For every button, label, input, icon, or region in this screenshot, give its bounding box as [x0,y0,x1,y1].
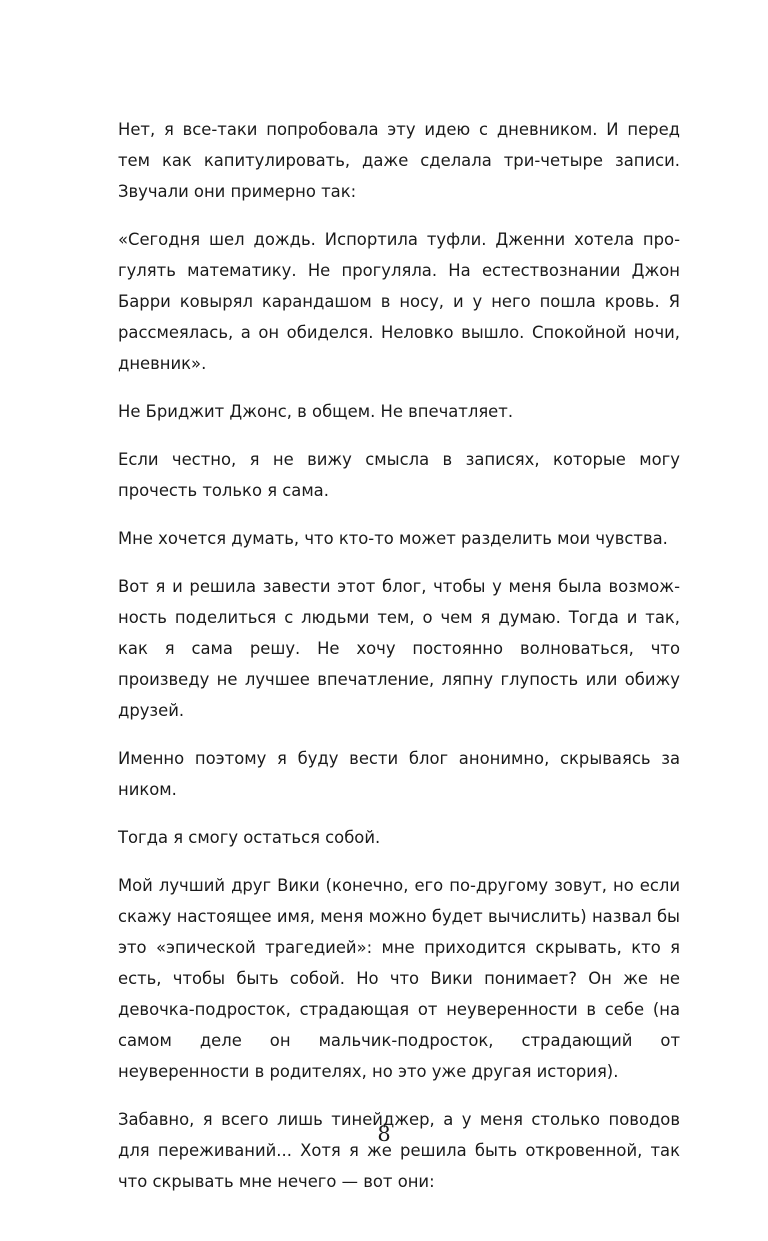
body-text [118,114,680,1214]
paragraph-7: Именно поэтому я буду вести блог анонимно, скрываясь за ником. [118,749,680,799]
paragraph-1: Нет, я все-таки попробовала эту идею с дневником. И перед тем как капитулировать, даже сделала три-четыре записи. Звучали они примерно так: [118,120,680,201]
paragraph-2: «Сегодня шел дождь. Испортила туфли. Дженни хотела прогулять математику. Не прогуляла. На естествознании Джон Барри ковырял карандашом в носу, и у него пошла кровь. Я рассмеялась, а он обиделся. Неловко вышло. Спокойной ночи, дневник». [118,230,680,373]
paragraph-9: Мой лучший друг Вики (конечно, его по-другому зовут, но если скажу настоящее имя, меня можно будет вычислить) назвал бы это «эпической трагедией»: мне приходится скрывать, кто я есть, чтобы быть собой. Но что Вики понимает? Он же не девочка-подросток, страдающая от неуверенности в себе (на самом деле он мальчик-подросток, страдающий от неуверенности в родителях, но это уже другая история). [118,876,680,1081]
paragraph-6: Вот я и решила завести этот блог, чтобы у меня была возможность поделиться с людьми тем, о чем я думаю. Тогда и так, как я сама решу. Не хочу постоянно волноваться, что произведу не лучшее впечатление, ляпну глупость или обижу друзей. [118,577,680,720]
paragraph-5: Мне хочется думать, что кто-то может разделить мои чувства. [118,529,668,548]
paragraph-8: Тогда я смогу остаться собой. [118,828,381,847]
paragraph-10: Забавно, я всего лишь тинейджер, а у меня столько поводов для переживаний... Хотя я же решила быть откровенной, так что скрывать мне нечего — вот они: [118,1110,680,1191]
paragraph-3: Не Бриджит Джонс, в общем. Не впечатляет. [118,402,514,421]
paragraph-4: Если честно, я не вижу смысла в записях, которые могу прочесть только я сама. [118,450,680,500]
page-number: 8 [377,1122,391,1146]
